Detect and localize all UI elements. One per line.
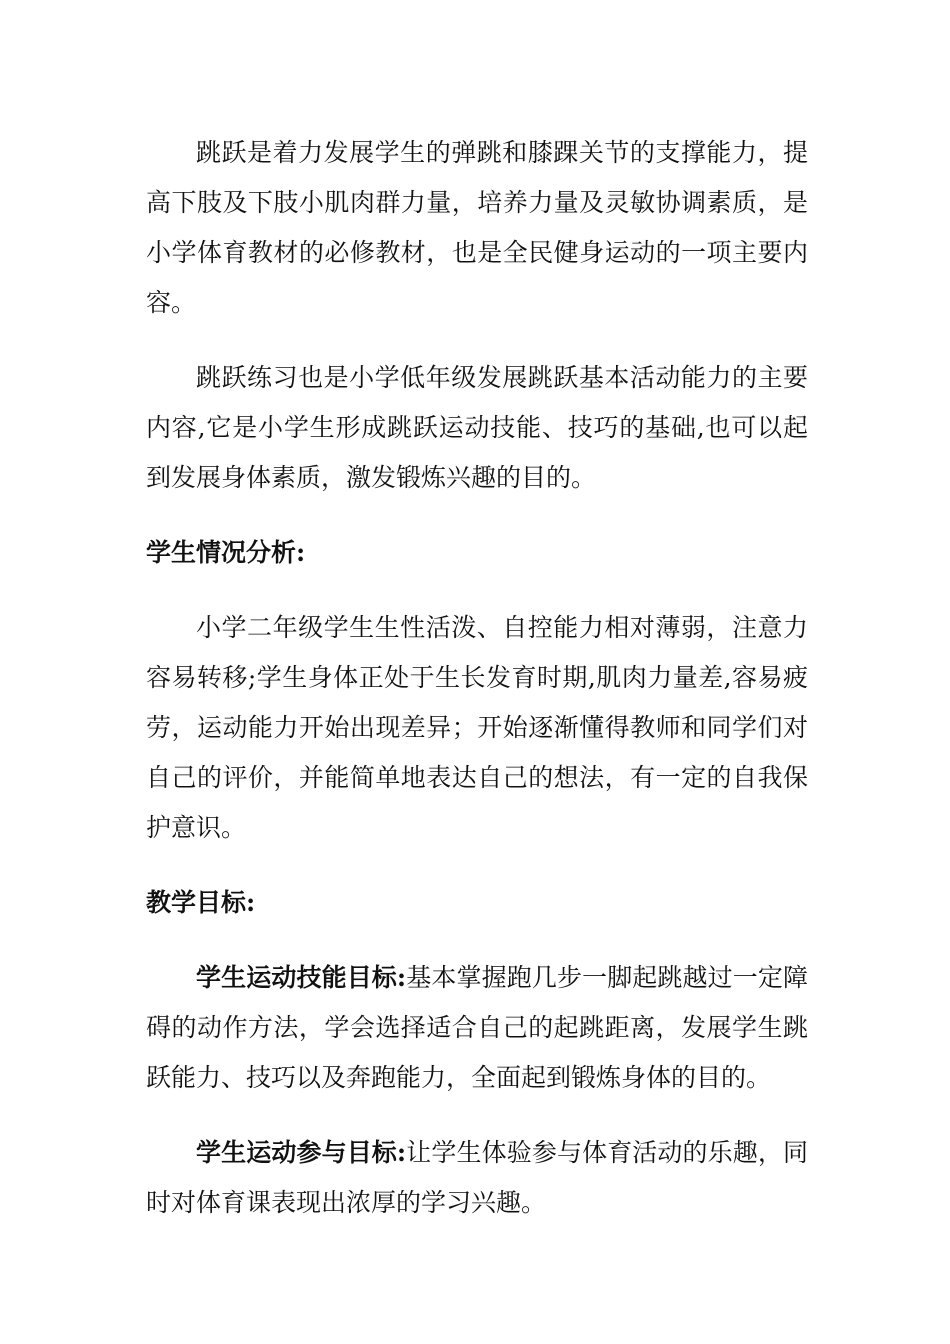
skill-goal-label: 学生运动技能目标:: [196, 963, 407, 992]
participation-goal-paragraph: [146, 1128, 808, 1228]
skill-goal-paragraph: [146, 953, 808, 1103]
student-analysis-heading: 学生情况分析:: [146, 538, 306, 567]
participation-goal-text: 让学生体验参与体育活动的乐趣，同时对体育课表现出浓厚的学习兴趣。: [146, 1138, 808, 1217]
student-analysis-paragraph: 小学二年级学生生性活泼、自控能力相对薄弱，注意力容易转移;学生身体正处于生长发育时期,肌肉力量差,容易疲劳，运动能力开始出现差异；开始逐渐懂得教师和同学们对自己的评价，并能简单地表达自己的想法，有一定的自我保护意识。: [146, 613, 808, 842]
document-page: [146, 128, 808, 1253]
intro-paragraph-1: 跳跃是着力发展学生的弹跳和膝踝关节的支撑能力，提高下肢及下肢小肌肉群力量，培养力量及灵敏协调素质，是小学体育教材的必修教材，也是全民健身运动的一项主要内容。: [146, 138, 808, 317]
participation-goal-label: 学生运动参与目标:: [196, 1138, 407, 1167]
skill-goal-text: 基本掌握跑几步一脚起跳越过一定障碍的动作方法，学会选择适合自己的起跳距离，发展学生跳跃能力、技巧以及奔跑能力，全面起到锻炼身体的目的。: [146, 963, 808, 1092]
teaching-goals-heading: 教学目标:: [146, 888, 256, 917]
intro-paragraph-2: 跳跃练习也是小学低年级发展跳跃基本活动能力的主要内容,它是小学生形成跳跃运动技能、技巧的基础,也可以起到发展身体素质，激发锻炼兴趣的目的。: [146, 363, 808, 492]
